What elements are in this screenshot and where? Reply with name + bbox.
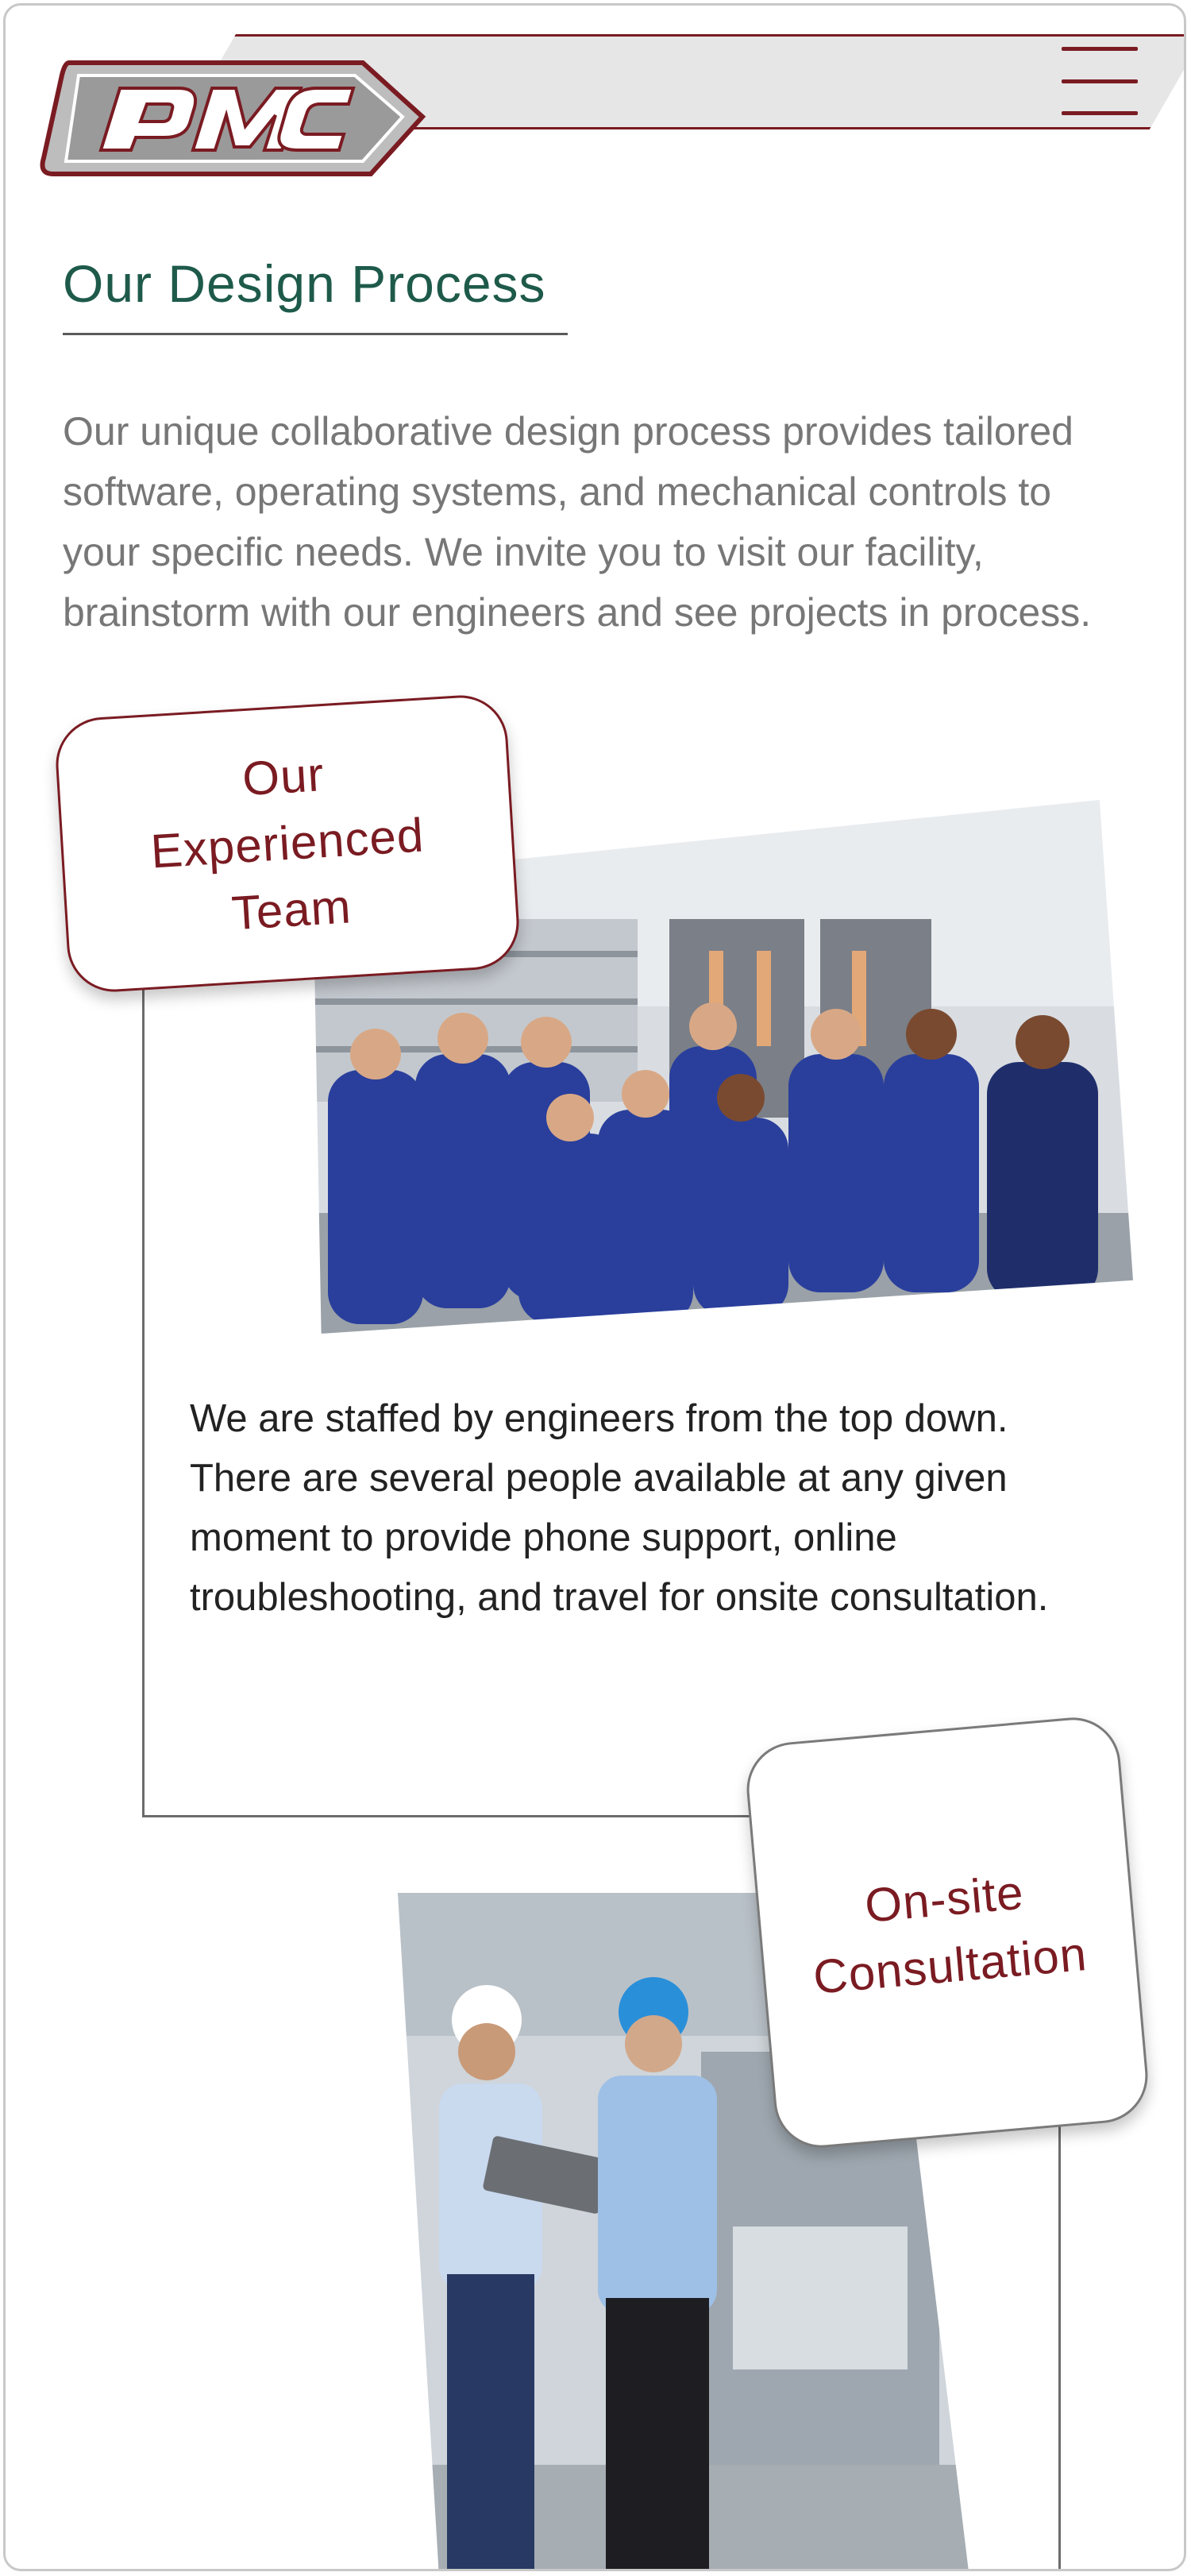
team-text-line: moment to provide phone support, online [190,1516,897,1559]
onsite-label-line: Consultation [811,1926,1089,2004]
onsite-label-line: On-site [862,1865,1027,1933]
intro-line: software, operating systems, and mechanical controls to [63,469,1052,514]
team-label-line: Experienced [148,808,426,879]
menu-bar-bottom [1062,111,1138,115]
menu-bar-middle [1062,79,1138,83]
team-description [190,1389,1158,1628]
company-logo[interactable] [37,55,426,198]
team-label-line: Our [241,747,326,806]
menu-bar-top [1062,47,1138,51]
intro-paragraph [63,401,1158,643]
team-label-line: Team [229,879,353,940]
team-label-card [53,693,522,994]
team-text-line: We are staffed by engineers from the top down. [190,1397,1008,1440]
hamburger-menu-icon[interactable] [1062,47,1138,115]
intro-line: Our unique collaborative design process provides tailored [63,409,1073,454]
intro-line: brainstorm with our engineers and see projects in process. [63,590,1092,635]
team-text-line: There are several people available at any given [190,1457,1008,1500]
title-underline [63,333,568,335]
onsite-label-card [743,1713,1152,2151]
page-title: Our Design Process [63,254,546,313]
intro-line: your specific needs. We invite you to visit our facility, [63,530,984,574]
page-frame [3,3,1186,2571]
team-text-line: troubleshooting, and travel for onsite consultation. [190,1576,1049,1619]
